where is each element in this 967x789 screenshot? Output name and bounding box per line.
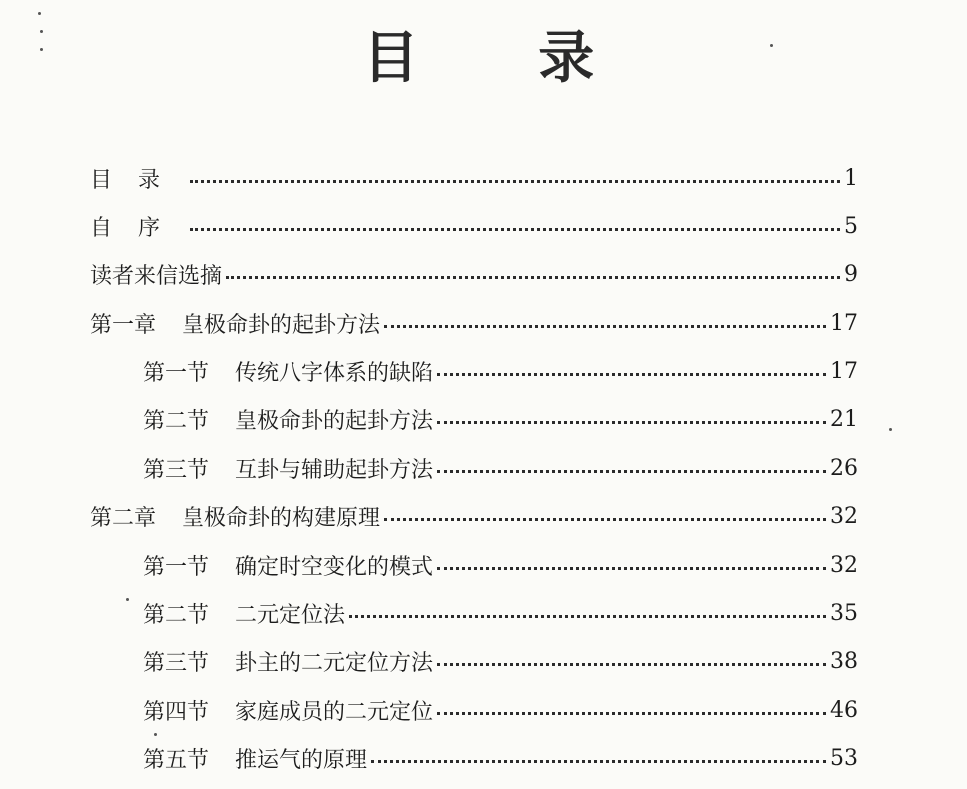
toc-entry-page: 32 bbox=[830, 552, 858, 578]
toc-entry-title bbox=[143, 695, 433, 726]
dot-leader bbox=[437, 712, 826, 715]
scan-speck bbox=[126, 598, 129, 601]
section-number: 第三节 bbox=[143, 457, 210, 483]
chapter-number: 第二章 bbox=[90, 505, 157, 531]
toc-entry-page: 38 bbox=[830, 648, 858, 674]
section-number: 第一节 bbox=[143, 360, 210, 386]
scan-speck bbox=[770, 44, 773, 47]
section-number: 第三节 bbox=[143, 650, 210, 676]
section-title: 卦主的二元定位方法 bbox=[235, 650, 434, 676]
toc-entry-title bbox=[143, 550, 433, 581]
section-title: 推运气的原理 bbox=[235, 747, 368, 773]
scan-speck bbox=[40, 48, 43, 51]
dot-leader bbox=[349, 615, 826, 618]
section-title: 互卦与辅助起卦方法 bbox=[235, 457, 434, 483]
toc-entry[interactable] bbox=[90, 254, 858, 294]
page-title: 目 录 bbox=[362, 26, 645, 91]
toc-entry-page: 26 bbox=[830, 455, 858, 481]
chapter-title: 皇极命卦的起卦方法 bbox=[182, 312, 381, 338]
toc-entry-title: 自序 bbox=[90, 215, 187, 241]
toc-entry-title: 目录 bbox=[90, 167, 187, 193]
dot-leader bbox=[437, 663, 826, 666]
toc-entry-title bbox=[143, 743, 367, 774]
toc-entry-title: 读者来信选摘 bbox=[90, 263, 223, 289]
scan-speck bbox=[40, 30, 43, 33]
toc-entry-title bbox=[143, 646, 433, 677]
toc-entry-title bbox=[143, 356, 433, 387]
toc-entry-page: 35 bbox=[830, 600, 858, 626]
dot-leader bbox=[437, 567, 826, 570]
scan-speck bbox=[889, 428, 892, 431]
toc-entry-section[interactable] bbox=[143, 545, 858, 585]
toc-entry-page: 9 bbox=[844, 261, 858, 287]
toc-entry[interactable] bbox=[90, 158, 858, 198]
section-number: 第二节 bbox=[143, 602, 210, 628]
section-title: 皇极命卦的起卦方法 bbox=[235, 408, 434, 434]
dot-leader bbox=[190, 180, 840, 183]
toc-entry-section[interactable] bbox=[143, 641, 858, 681]
section-number: 第四节 bbox=[143, 699, 210, 725]
toc-entry-title bbox=[143, 598, 345, 629]
section-title: 二元定位法 bbox=[235, 602, 346, 628]
toc-entry-section[interactable] bbox=[143, 351, 858, 391]
chapter-title: 皇极命卦的构建原理 bbox=[182, 505, 381, 531]
toc-entry-section[interactable] bbox=[143, 593, 858, 633]
dot-leader bbox=[437, 373, 826, 376]
toc-entry-page: 32 bbox=[830, 503, 858, 529]
section-number: 第一节 bbox=[143, 554, 210, 580]
toc-entry-page: 21 bbox=[830, 406, 858, 432]
section-title: 传统八字体系的缺陷 bbox=[235, 360, 434, 386]
toc-entry-title bbox=[143, 453, 433, 484]
toc-entry-title bbox=[90, 308, 380, 339]
toc-entry-chapter[interactable] bbox=[90, 303, 858, 343]
section-number: 第二节 bbox=[143, 408, 210, 434]
chapter-number: 第一章 bbox=[90, 312, 157, 338]
toc-entry-section[interactable] bbox=[143, 690, 858, 730]
section-title: 确定时空变化的模式 bbox=[235, 554, 434, 580]
dot-leader bbox=[226, 276, 840, 279]
dot-leader bbox=[384, 325, 826, 328]
toc-entry-page: 5 bbox=[844, 213, 858, 239]
toc-entry-title bbox=[143, 404, 433, 435]
dot-leader bbox=[384, 518, 826, 521]
toc-entry-section[interactable] bbox=[143, 738, 858, 778]
scan-speck bbox=[154, 733, 157, 736]
scan-speck bbox=[38, 12, 41, 15]
dot-leader bbox=[437, 470, 826, 473]
toc-entry-page: 53 bbox=[830, 745, 858, 771]
toc-entry-section[interactable] bbox=[143, 448, 858, 488]
toc-entry[interactable] bbox=[90, 206, 858, 246]
toc-entry-page: 1 bbox=[844, 165, 858, 191]
toc-entry-page: 46 bbox=[830, 697, 858, 723]
section-title: 家庭成员的二元定位 bbox=[235, 699, 434, 725]
toc-entry-page: 17 bbox=[830, 358, 858, 384]
dot-leader bbox=[190, 228, 840, 231]
toc-entry-chapter[interactable] bbox=[90, 496, 858, 536]
dot-leader bbox=[371, 760, 826, 763]
toc-entry-page: 17 bbox=[830, 310, 858, 336]
section-number: 第五节 bbox=[143, 747, 210, 773]
toc-entry-title bbox=[90, 501, 380, 532]
toc-entry-section[interactable] bbox=[143, 399, 858, 439]
dot-leader bbox=[437, 421, 826, 424]
